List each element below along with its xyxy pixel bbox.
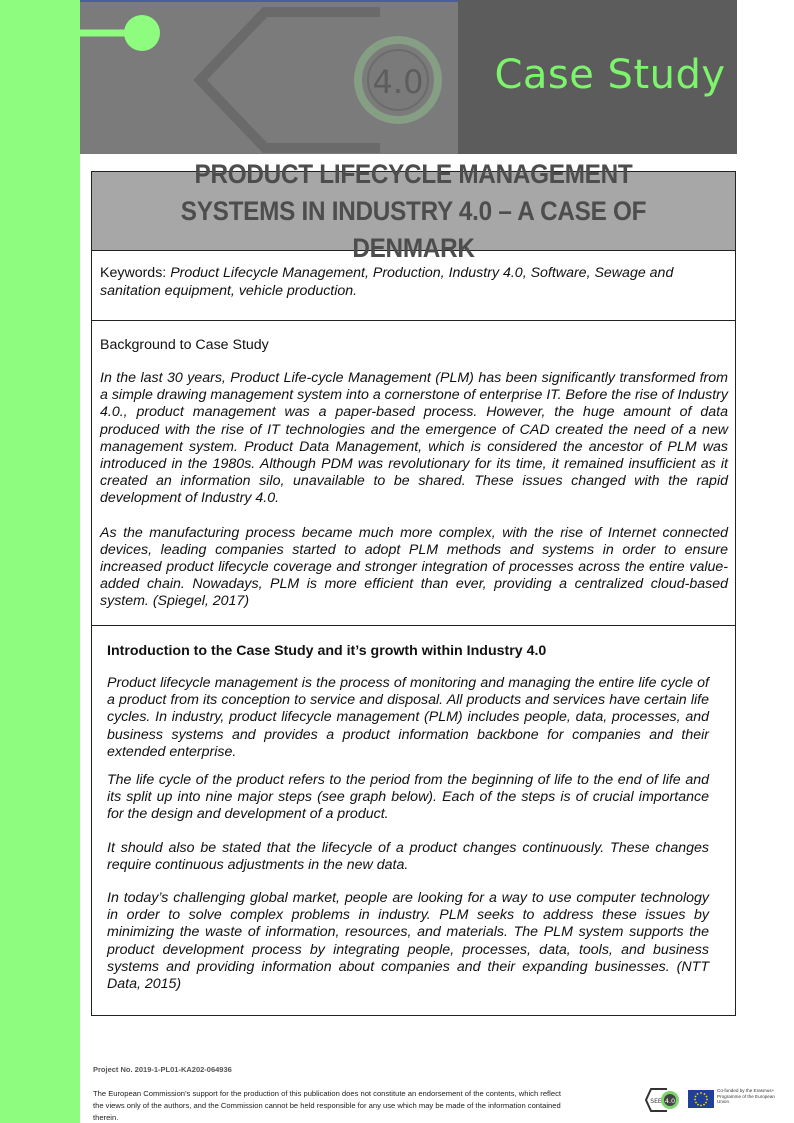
eu-disclaimer: The European Commission’s support for the production of this publication does not constitute an endorsement of the contents, which reflect the views only of the authors, and the Commission cannot be held responsible for any use which may be made of the information contained therein. bbox=[93, 1089, 561, 1122]
header-banner bbox=[80, 0, 737, 154]
svg-text:4.0: 4.0 bbox=[664, 1097, 676, 1105]
introduction-paragraph: It should also be stated that the lifecycle of a product changes continuously. These changes require continuous adjustments in the new data. bbox=[107, 839, 709, 873]
background-paragraph: In the last 30 years, Product Life-cycle Management (PLM) has been significantly transformed from a simple drawing management system into a cornerstone of enterprise IT. Before the rise of Industry 4.0., product management was a paper-based process. However, the huge amount of data produced with the rise of IT technologies and the emergence of CAD created the need of a new management system. Product Data Management, which is considered the ancestor of PLM was introduced in the 1980s. Although PDM was revolutionary for its time, it remained insufficient as it created an information silo, unavailable to be shared. These issues changed with the rapid development of Industry 4.0. bbox=[100, 370, 728, 507]
circuit-graphic bbox=[80, 2, 458, 154]
title-box bbox=[92, 158, 735, 263]
banner-title: Case Study bbox=[494, 52, 726, 98]
introduction-heading: Introduction to the Case Study and it’s growth within Industry 4.0 bbox=[107, 643, 547, 659]
svg-text:SEE: SEE bbox=[650, 1098, 662, 1105]
document-title: PRODUCT LIFECYCLE MANAGEMENT SYSTEMS IN INDUSTRY 4.0 – A CASE OF DENMARK bbox=[180, 158, 647, 263]
background-paragraph: As the manufacturing process became much more complex, with the rise of Internet connected devices, leading companies started to adopt PLM methods and systems in order to ensure increased product lifecycle coverage and stronger integration of processes across the entire value-added chain. Nowadays, PLM is more efficient than ever, providing a centralized cloud-based system. (Spiegel, 2017) bbox=[100, 524, 728, 610]
see40-logo-icon bbox=[645, 1087, 681, 1113]
introduction-section bbox=[92, 626, 735, 1015]
project-number: Project No. 2019-1-PL01-KA202-064936 bbox=[93, 1065, 232, 1074]
left-accent-strip bbox=[0, 0, 80, 1123]
eu-flag-icon bbox=[688, 1090, 714, 1108]
version-badge: 4.0 bbox=[372, 63, 424, 101]
eu-cofunded-text: Co-funded by the Erasmus+ Programme of the European Union bbox=[717, 1088, 775, 1105]
introduction-paragraph: The life cycle of the product refers to the period from the beginning of life to the end of life and its split up into nine major steps (see graph below). Each of the steps is of crucial importance for the design and development of a product. bbox=[107, 772, 709, 823]
header-graphic bbox=[80, 0, 458, 154]
case-study-card bbox=[91, 158, 736, 1016]
green-node-icon bbox=[124, 15, 160, 51]
introduction-paragraph: In today’s challenging global market, people are looking for a way to use computer technology in order to solve complex problems in industry. PLM seeks to address these issues by minimizing the waste of information, resources, and materials. The PLM system supports the product development process by integrating people, processes, data, tools, and business systems and providing information about companies and their expanding businesses. (NTT Data, 2015) bbox=[107, 890, 709, 993]
background-heading: Background to Case Study bbox=[100, 337, 269, 353]
keywords-label: Keywords: bbox=[100, 265, 167, 281]
keywords-value: Product Lifecycle Management, Production, Industry 4.0, Software, Sewage and sanitation equipment, vehicle production. bbox=[100, 265, 674, 299]
footer-logos bbox=[645, 1086, 780, 1114]
background-section bbox=[92, 321, 735, 626]
introduction-paragraph: Product lifecycle management is the process of monitoring and managing the entire life cycle of a product from its conception to service and disposal. All products and services have certain life cycles. In industry, product lifecycle management (PLM) includes people, data, processes, and business systems and provides a product information backbone for companies and their extended enterprise. bbox=[107, 675, 709, 760]
